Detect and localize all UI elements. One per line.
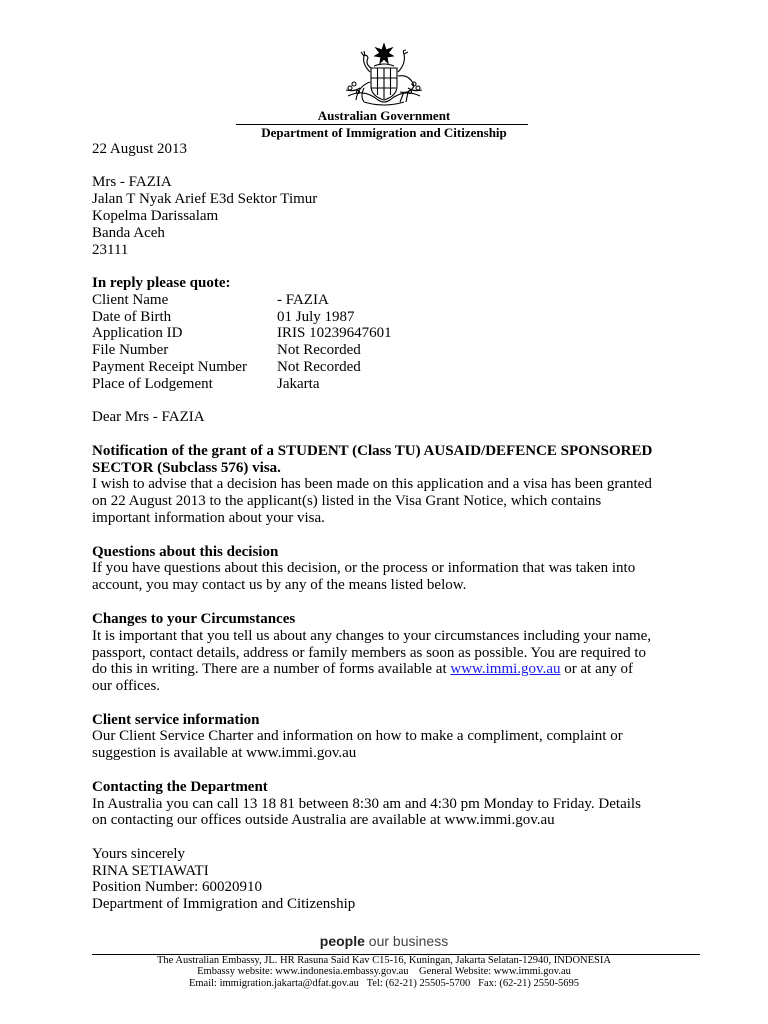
address-line: Banda Aceh bbox=[92, 225, 165, 241]
client-service-body: suggestion is available at www.immi.gov.au bbox=[92, 745, 357, 761]
reference-value: IRIS 10239647601 bbox=[277, 325, 392, 341]
reference-label: File Number bbox=[92, 342, 169, 358]
reference-value: Jakarta bbox=[277, 376, 320, 392]
immi-website-link[interactable]: www.immi.gov.au bbox=[450, 661, 561, 677]
closing: Yours sincerely bbox=[92, 846, 186, 862]
address-line: 23111 bbox=[92, 242, 129, 258]
changes-body: passport, contact details, address or family members as soon as possible. You are required to bbox=[92, 645, 647, 661]
signatory-name: RINA SETIAWATI bbox=[92, 863, 209, 879]
contacting-body: on contacting our offices outside Australia are available at www.immi.gov.au bbox=[92, 812, 555, 828]
address-line: Mrs - FAZIA bbox=[92, 174, 172, 190]
client-service-heading: Client service information bbox=[92, 712, 260, 728]
signatory-department: Department of Immigration and Citizenship bbox=[92, 896, 356, 912]
slogan-light: our business bbox=[364, 933, 449, 949]
notification-body: important information about your visa. bbox=[92, 510, 325, 526]
changes-body: our offices. bbox=[92, 678, 161, 694]
questions-body: account, you may contact us by any of the means listed below. bbox=[92, 577, 467, 593]
changes-text: or at any of bbox=[560, 661, 633, 677]
contacting-body: In Australia you can call 13 18 81 between 8:30 am and 4:30 pm Monday to Friday. Details bbox=[92, 796, 641, 812]
salutation: Dear Mrs - FAZIA bbox=[92, 409, 205, 425]
address-line: Kopelma Darissalam bbox=[92, 208, 219, 224]
government-title: Australian Government bbox=[317, 108, 451, 123]
reference-label: Application ID bbox=[92, 325, 183, 341]
reference-label: Date of Birth bbox=[92, 309, 172, 325]
questions-heading: Questions about this decision bbox=[92, 544, 279, 560]
reference-value: 01 July 1987 bbox=[277, 309, 355, 325]
notification-body: I wish to advise that a decision has been made on this application and a visa has been granted bbox=[92, 476, 652, 492]
changes-heading: Changes to your Circumstances bbox=[92, 611, 296, 627]
client-service-body: Our Client Service Charter and information on how to make a compliment, complaint or bbox=[92, 728, 623, 744]
footer-slogan bbox=[0, 933, 768, 949]
letter-date: 22 August 2013 bbox=[92, 141, 188, 157]
reply-heading: In reply please quote: bbox=[92, 275, 231, 291]
reference-label: Client Name bbox=[92, 292, 169, 308]
department-title: Department of Immigration and Citizenship bbox=[261, 125, 507, 140]
reference-label: Place of Lodgement bbox=[92, 376, 213, 392]
contacting-heading: Contacting the Department bbox=[92, 779, 268, 795]
footer-websites: Embassy website: www.indonesia.embassy.gov.au General Website: www.immi.gov.au bbox=[197, 966, 571, 977]
questions-body: If you have questions about this decision, or the process or information that was taken into bbox=[92, 560, 636, 576]
footer-contact: Email: immigration.jakarta@dfat.gov.au Tel: (62-21) 25505-5700 Fax: (62-21) 2550-5695 bbox=[188, 978, 580, 989]
address-line: Jalan T Nyak Arief E3d Sektor Timur bbox=[92, 191, 318, 207]
notification-body: on 22 August 2013 to the applicant(s) listed in the Visa Grant Notice, which contains bbox=[92, 493, 602, 509]
notification-heading: SECTOR (Subclass 576) visa. bbox=[92, 460, 281, 476]
position-number: Position Number: 60020910 bbox=[92, 879, 263, 895]
reference-label: Payment Receipt Number bbox=[92, 359, 247, 375]
changes-body: It is important that you tell us about any changes to your circumstances including your name, bbox=[92, 628, 652, 644]
footer-address: The Australian Embassy, JL. HR Rasuna Said Kav C15-16, Kuningan, Jakarta Selatan-12940, INDONESIA bbox=[157, 955, 611, 966]
changes-body bbox=[92, 661, 633, 678]
slogan-bold: people bbox=[319, 933, 365, 949]
reference-value: Not Recorded bbox=[277, 342, 361, 358]
reference-value: - FAZIA bbox=[277, 292, 329, 308]
coat-of-arms-icon bbox=[334, 42, 434, 108]
reference-value: Not Recorded bbox=[277, 359, 361, 375]
changes-text: do this in writing. There are a number of forms available at bbox=[92, 661, 451, 677]
notification-heading: Notification of the grant of a STUDENT (Class TU) AUSAID/DEFENCE SPONSORED bbox=[92, 443, 653, 459]
